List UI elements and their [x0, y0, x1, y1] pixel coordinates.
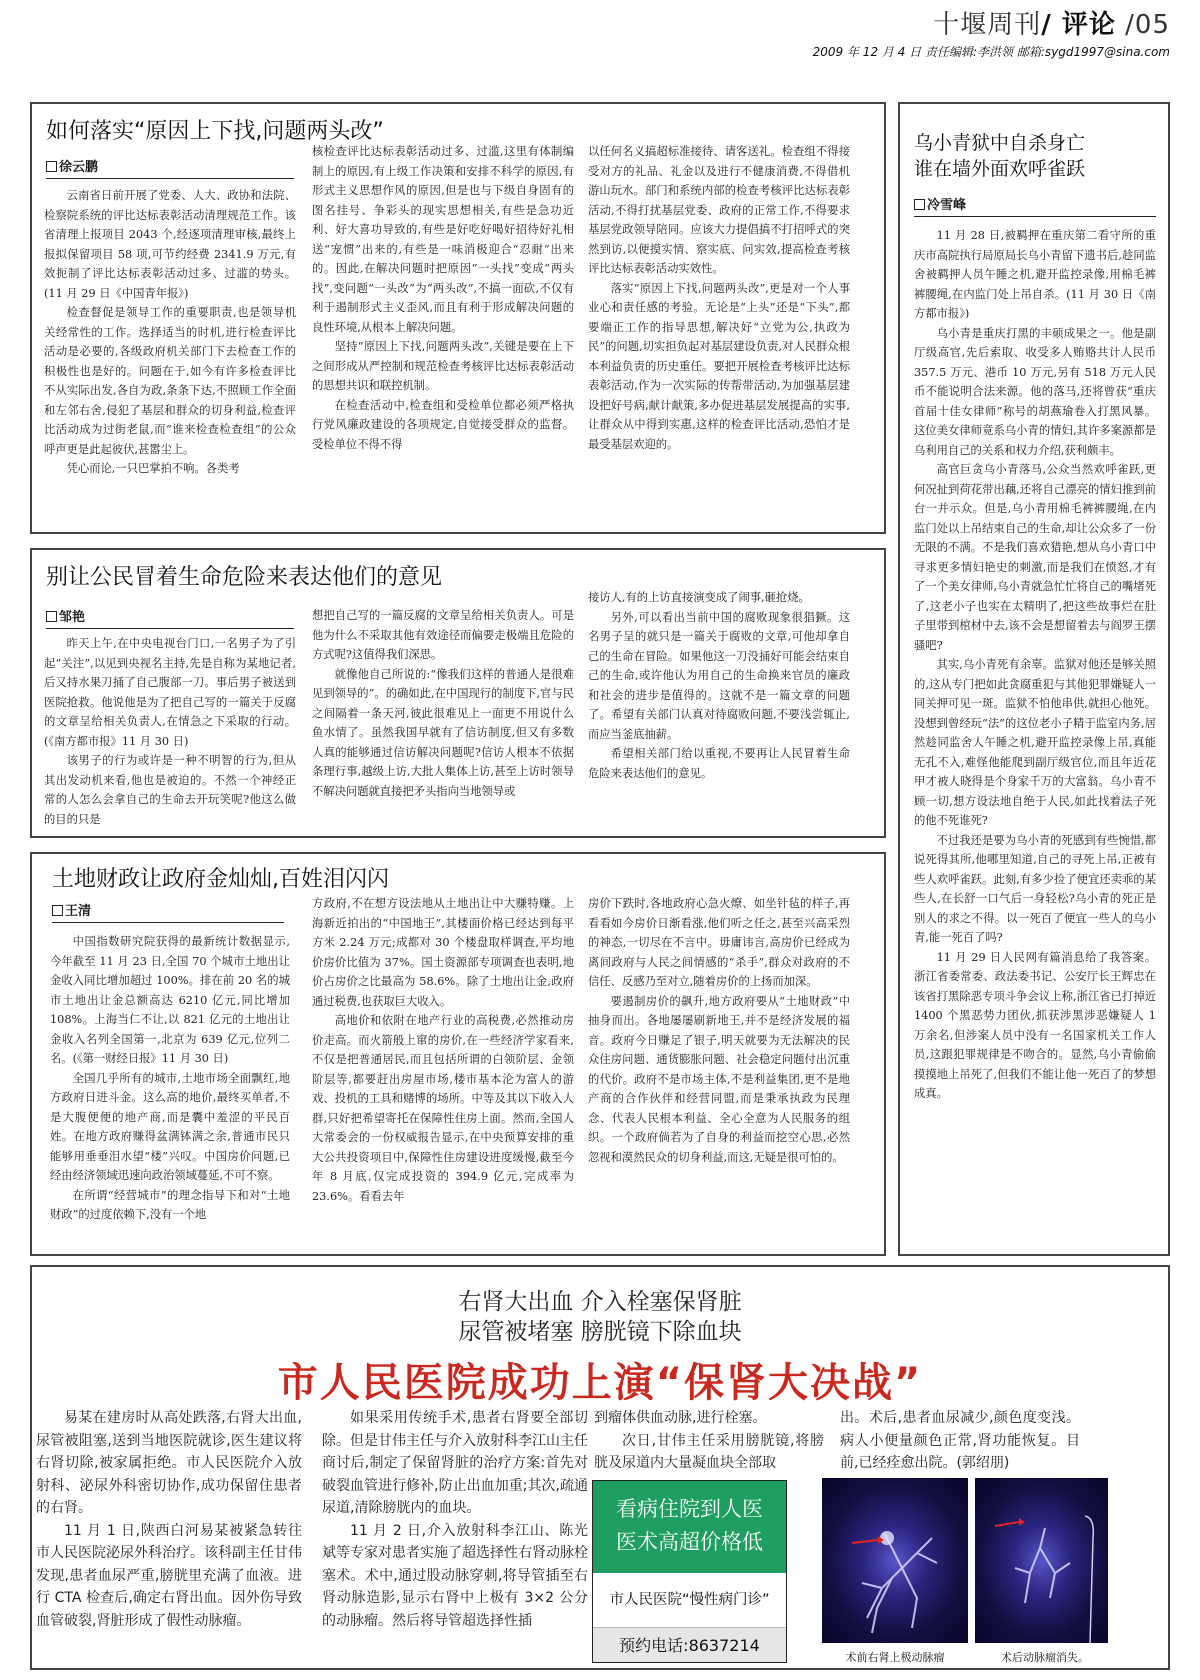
arrow-icon [995, 1522, 1019, 1526]
paragraph: 出。术后,患者血尿减少,颜色度变浅。病人小便量颜色正常,肾功能恢复。目前,已经痊愈出院。(郭绍朋) [840, 1410, 1080, 1471]
paragraph: 如果采用传统手术,患者右肾要全部切除。但是甘伟主任与介入放射科李江山主任商讨后,制定了保留肾脏的治疗方案:首先对破裂血管进行修补,防止出血加重;其次,疏通尿道,清除膀胱内的血块。 [322, 1410, 588, 1516]
article-1-title: 如何落实“原因上下找,问题两头改” [46, 119, 384, 144]
paragraph: 就像他自己所说的:“像我们这样的普通人是很难见到领导的”。的确如此,在中国现行的制度下,官与民之间隔着一条天河,彼此很难见上一面更不用说什么鱼水情了。虽然我国早就有了信访制度,但又有多数人真的能够通过信访解决问题呢?信访人根本不依据条理行事,越级上访,大批人集体上访,甚至上访时领导不解决问题就直接把矛头指向当地领导或 [312, 667, 574, 798]
promo-phone: 预约电话:8637214 [593, 1627, 786, 1662]
byline-square-icon [52, 905, 63, 916]
article-3-title: 土地财政让政府金灿灿,百姓泪闪闪 [52, 867, 389, 892]
article-4-author: 冷雪峰 [927, 198, 967, 213]
paragraph: 核检查评比达标表彰活动过多、过滥,这里有体制编制上的原因,有上级工作决策和安排不科学的原因,有形式主义思想作风的原因,但是也与下级自身固有的图名挂号、争彩头的现实思想相关,有些是急功近利、好大喜功导致的,有些是好吃好喝好招待好礼相送“宠惯”出来的,有些是一味消极迎合“忍耐”出来的。因此,在解决问题时把原因“一头找”变成“两头找”,变问题“一头改”为“两头改”,不搞一面砍,不仅有利于遏制形式主义歪风,而且有利于形成解决问题的良性环境,从根本上解决问题。 [312, 145, 574, 334]
paragraph: 在所谓“经营城市”的理念指导下和对“土地财政”的过度依赖下,没有一个地 [50, 1188, 290, 1221]
article-1-col-1 [44, 186, 296, 479]
paragraph: 11 月 28 日,被羁押在重庆第二看守所的重庆市高院执行局原局长乌小青留下遗书后,趁同监舍被羁押人员午睡之机,避开监控录像,用棉毛裤裤腰绳,在内监门处上吊自杀。(11 月 30 日《南方都市报》) [914, 229, 1156, 320]
paragraph: 另外,可以看出当前中国的腐败现象很猖獗。这名男子呈的就只是一篇关于腐败的文章,可他却拿自己的生命在冒险。如果他这一刀没捅好可能会结束自己的生命,或许他认为用自己的生命换来官员的廉政和社会的进步是值得的。这就不是一篇文章的问题了。希望有关部门认真对待腐败问题,不要浅尝辄止,而应当釜底抽薪。 [588, 610, 850, 741]
article-2-col-1 [44, 634, 296, 829]
promo-slogan-line-2: 医术高超价格低 [616, 1530, 763, 1554]
arrow-icon [852, 1540, 878, 1543]
byline-square-icon [46, 611, 57, 622]
byline-square-icon [46, 161, 57, 172]
article-2-box [30, 548, 886, 838]
promo-clinic-name: 市人民医院“慢性病门诊” [609, 1592, 770, 1608]
paragraph: 在检查活动中,检查组和受检单位都必须严格执行党风廉政建设的各项规定,自觉接受群众的监督。受检单位不得不得 [312, 398, 574, 451]
article-2-col-2 [312, 606, 574, 801]
article-1-byline [46, 156, 294, 179]
article-2-col-3 [588, 588, 850, 783]
article-3-byline [52, 900, 284, 923]
article-4-title-line-1: 乌小青狱中自杀身亡 [914, 132, 1086, 154]
paragraph: 不过我还是要为乌小青的死感到有些惋惜,都说死得其所,他哪里知道,自己的寻死上吊,正被有些人欢呼雀跃。此刻,有多少捡了便宜还卖乖的某些人,在长舒一口气后一身轻松?乌小青的死正是别人的求之不得。以一死百了便宜一些人的乌小青,能一死百了吗? [914, 833, 1156, 944]
article-1-box [30, 102, 886, 534]
paragraph: 坚持“原因上下找,问题两头改”,关键是要在上下之间形成从严控制和规范检查考核评比达标表彰活动的思想共识和联控机制。 [312, 340, 574, 392]
paragraph: 云南省日前开展了党委、人大、政协和法院、检察院系统的评比达标表彰活动清理规范工作。该省清理上报项目 2043 个,经逐项清理审核,最终上报拟保留项目 58 项,可节约经费 2341.9 万元,有效扼制了评比达标表彰活动过多、过滥的势头。(11 月 29 日《中国青年报》) [44, 189, 296, 300]
article-3-author: 王清 [65, 904, 92, 919]
angiogram-after-image [975, 1478, 1108, 1643]
paragraph: 凭心而论,一只巴掌拍不响。各类考 [66, 462, 240, 475]
article-1-author: 徐云鹏 [59, 160, 99, 175]
paragraph: 其实,乌小青死有余辜。监狱对他还是够关照的,这从专门把如此贪腐重犯与其他犯罪嫌疑人一同关押可见一斑。监狱不怕他串供,就担心他死。没想到曾经玩“法”的这位老小子精于监室内务,居然趁同监舍人午睡之机,避开监控录像上吊,真能无孔不入,难怪他能爬到副厅级官位,而且年近花甲才被人晓得是个身家千万的大富翁。乌小青不顾一切,想方设法地自绝于人民,如此找着法子死的他不死谁死? [914, 658, 1156, 827]
article-3-col-2 [312, 894, 574, 1206]
paragraph: 全国几乎所有的城市,土地市场全面飘红,地方政府日进斗金。这么高的地价,最终买单者,不是大腹便便的地产商,而是囊中羞涩的平民百姓。在地方政府赚得盆满钵满之余,普通市民只能够用垂垂泪水望“楼”兴叹。中国房价问题,已经由经济领域迅速向政治领域蔓延,不可不察。 [50, 1071, 290, 1182]
hospital-col-1 [36, 1407, 302, 1632]
article-3-col-3 [588, 894, 850, 1167]
article-3-box [30, 852, 886, 1256]
clinic-promo-box [592, 1480, 787, 1663]
paper-name: 十堰周刊 [933, 10, 1042, 40]
paragraph: 以任何名义搞超标准接待、请客送礼。检查组不得接受对方的礼品、礼金以及进行不健康消费,不得借机游山玩水。部门和系统内部的检查考核评比达标表彰活动,不得打扰基层党委、政府的正常工作,不得要求基层党政领导陪同。应该大力提倡搞不打招呼式的突然到访,以便摸实情、察实底、问实效,提高检查考核评比达标表彰活动实效性。 [588, 145, 850, 275]
byline-square-icon [914, 199, 925, 210]
paragraph: 想把自己写的一篇反腐的文章呈给相关负责人。可是他为什么不采取其他有效途径而偏要走极端且危险的方式呢?这值得我们深思。 [312, 609, 574, 661]
article-4-byline [914, 194, 1156, 217]
article-4-box [898, 102, 1170, 1256]
article-2-byline [46, 606, 294, 629]
paragraph: 易某在建房时从高处跌落,右肾大出血,尿管被阻塞,送到当地医院就诊,医生建议将右肾切除,被家属拒绝。市人民医院介入放射科、泌尿外科密切协作,成功保留住患者的右肾。 [36, 1410, 302, 1516]
masthead [813, 4, 1170, 60]
article-3-col-1 [50, 932, 290, 1225]
paragraph: 昨天上午,在中央电视台门口,一名男子为了引起“关注”,以见到央视名主持,先是自称为某地记者,后又持水果刀捅了自己腹部一刀。事后男子被送到医院抢救。他说他是为了把自己写的一篇关于反腐的文章呈给相关负责人,在情急之下采取的行动。(《南方都市报》11 月 30 日) [44, 637, 296, 748]
paragraph: 11 月 29 日人民网有篇消息给了我答案。浙江省委常委、政法委书记、公安厅长王辉忠在该省打黑除恶专项斗争会议上称,浙江省已打掉近 1400 个黑恶势力团伙,抓获涉黑涉恶嫌疑人 1 万余名,但涉案人员中没有一名国家机关工作人员,这跟犯罪规律是不吻合的。显然,乌小青偷偷摸摸地上吊死了,但我们不能让他一死百了的梦想成真。 [914, 950, 1156, 1100]
section-name: 评论 [1061, 10, 1116, 40]
paragraph: 高官巨贪乌小青落马,公众当然欢呼雀跃,更何况扯到荷花带出藕,还将自己漂亮的情妇推到前台一并示众。但是,乌小青用棉毛裤裤腰绳,在内监门处以上吊结束自己的生命,却让公众多了一份无限的不满。不是我们喜欢猎艳,想从乌小青口中寻求更多情妇艳史的刺激,而是我们在愤怒,才有了一个美女律师,乌小青就急忙忙将自己的嘴堵死了,这老小子也实在太精明了,把这些故事烂在肚子里带到棺材中去,该不会是想留着去与阎罗王摆骚吧? [914, 463, 1156, 652]
paragraph: 高地价和依附在地产行业的高税费,必然推动房价走高。而火箭般上窜的房价,在一些经济学家看来,不仅是把普通居民,而且包括所谓的白领阶层、金领阶层等,都要赶出房屋市场,楼市基本沦为富人的游戏、投机的工具和赌博的场所。中等及其以下收入人群,只好把希望寄托在保障性住房上面。然而,全国人大常委会的一份权威报告显示,在中央预算安排的重大公共投资项目中,保障性住房建设进度缓慢,截至今年 8 月底,仅完成投资的 394.9 亿元,完成率为 23.6%。看看去年 [312, 1014, 574, 1203]
image-caption-after: 术后动脉瘤消失。 [1001, 1651, 1089, 1664]
article-1-col-2 [312, 142, 574, 454]
angiogram-after-graphic [975, 1478, 1108, 1643]
page-number: 05 [1134, 10, 1170, 40]
paragraph: 该男子的行为或许是一种不明智的行为,但从其出发动机来看,他也是被迫的。不然一个神经正常的人怎么会拿自己的生命去开玩笑呢?他这么做的目的只是 [44, 754, 296, 826]
angiogram-before-image [822, 1478, 968, 1643]
paragraph: 接访人,有的上访直接演变成了闹事,砸抢烧。 [588, 591, 810, 604]
date-editor-line: 2009 年 12 月 4 日 责任编辑:李洪领 邮箱:sygd1997@sina.com [812, 45, 1170, 59]
paragraph: 乌小青是重庆打黑的丰硕成果之一。他是副厅级高官,先后索取、收受多人贿赂共计人民币 357.5 万元、港币 10 万元,另有 518 万元人民币不能说明合法来源。他的落马,还将曾获“重庆首届十佳女律师”称号的胡燕瑜卷入打黑风暴。这位美女律师竟系乌小青的情妇,其许多案源都是乌利用自己的关系和权力介绍,获利颇丰。 [914, 326, 1156, 457]
article-4-title-line-2: 谁在墙外面欢呼雀跃 [914, 158, 1086, 180]
masthead-title: 十堰周刊/ 评论 /05 [933, 10, 1170, 40]
paragraph: 到瘤体供血动脉,进行栓塞。 [594, 1410, 767, 1426]
article-1-col-3 [588, 142, 850, 454]
hospital-col-3 [594, 1407, 824, 1475]
paragraph: 11 月 1 日,陕西白河易某被紧急转往市人民医院泌尿外科治疗。该科副主任甘伟发现,患者血尿严重,膀胱里充满了血液。进行 CTA 检查后,确定右肾出血。因外伤导致血管破裂,肾脏形成了假性动脉瘤。 [36, 1522, 302, 1629]
image-caption-before: 术前右肾上极动脉瘤 [845, 1651, 945, 1664]
paragraph: 房价下跌时,各地政府心急火燎、如坐针毡的样子,再看看如今房价日渐看涨,他们听之任之,甚至兴高采烈的神态,一切尽在不言中。毋庸讳言,高房价已经成为离间政府与人民之间情感的“杀手”,群众对政府的不信任、反感乃至对立,随着房价的上扬而加深。 [588, 897, 850, 988]
hospital-headline: 市人民医院成功上演“保肾大决战” [277, 1360, 923, 1406]
hospital-col-2 [322, 1407, 588, 1632]
article-4-body [914, 226, 1156, 1104]
angiogram-before-graphic [822, 1478, 968, 1643]
article-2-title: 别让公民冒着生命危险来表达他们的意见 [46, 565, 443, 590]
hospital-col-4 [840, 1407, 1080, 1475]
paragraph: 次日,甘伟主任采用膀胱镜,将膀胱及尿道内大量凝血块全部取 [594, 1432, 824, 1471]
article-2-author: 邹艳 [59, 610, 86, 625]
article-4-title [914, 130, 1085, 182]
paragraph: 方政府,不在想方设法地从土地出让中大赚特赚。上海新近拍出的“中国地王”,其楼面价格已经达到每平方米 2.24 万元;成都对 30 个楼盘取样调查,平均地价房价比值为 37%。国土资源部专项调查也表明,地价占房价之比最高为 58.6%。除了土地出让金,政府通过税费,也获取巨大收入。 [312, 897, 574, 1008]
paragraph: 11 月 2 日,介入放射科李江山、陈光斌等专家对患者实施了超选择性右肾动脉栓塞术。术中,通过股动脉穿刺,将导管插至右肾动脉造影,显示右肾中上极有 3×2 公分的动脉瘤。然后将导管超选择性插 [322, 1522, 588, 1629]
hospital-subtitle-2: 尿管被堵塞 膀胱镜下除血块 [458, 1319, 742, 1345]
promo-slogan [593, 1481, 786, 1573]
paragraph: 落实“原因上下找,问题两头改”,更是对一个人事业心和责任感的考验。无论是“上头”还是“下头”,都要端正工作的指导思想,解决好“立党为公,执政为民”的问题,切实担负起对基层建设负责,对人民群众根本利益负责的历史重任。要把开展检查考核评比达标表彰活动,作为一次实际的传帮带活动,为加强基层建设把好号病,献计献策,多办促进基层发展提高的实事,让群众从中得到实惠,这样的检查评比活动,恐怕才是最受基层欢迎的。 [588, 281, 850, 451]
paragraph: 检查督促是领导工作的重要职责,也是领导机关经常性的工作。选择适当的时机,进行检查评比活动是必要的,各级政府机关部门下去检查工作的积极性也是好的。问题在于,如今有许多检查评比不从实际出发,各自为政,条条下达,不照顾工作全面和左邻右舍,侵犯了基层和群众的切身利益,检查评比活动成为过街老鼠,而“谁来检查检查组”的公众呼声更是此起彼伏,甚嚣尘上。 [44, 306, 296, 456]
paragraph: 中国指数研究院获得的最新统计数据显示,今年截至 11 月 23 日,全国 70 个城市土地出让金收入同比增加超过 100%。排在前 20 名的城市土地出让金总额高达 6210 亿元,同比增加 108%。上海当仁不让,以 821 亿元的土地出让金收入名列全国第一,北京为 639 亿元,位列二名。(《第一财经日报》11 月 30 日) [50, 935, 290, 1065]
paragraph: 希望相关部门给以重视,不要再让人民冒着生命危险来表达他们的意见。 [588, 747, 850, 780]
paragraph: 要遏制房价的飙升,地方政府要从“土地财政”中抽身而出。各地屡屡刷新地王,并不是经济发展的福音。政府今日赚足了银子,明天就要为无法解决的民众住房问题、通货膨胀问题、社会稳定问题付出沉重的代价。政府不是市场主体,不是利益集团,更不是地产商的合作伙伴和经营同盟,而是秉承执政为民理念、代表人民根本利益、全心全意为人民服务的组织。一个政府倘若为了自身的利益而挖空心思,必然忽视和漠然民众的切身利益,而这,无疑是很可怕的。 [588, 994, 850, 1164]
hospital-subtitle-1: 右肾大出血 介入栓塞保肾脏 [458, 1289, 742, 1315]
promo-slogan-line-1: 看病住院到人医 [616, 1497, 763, 1521]
